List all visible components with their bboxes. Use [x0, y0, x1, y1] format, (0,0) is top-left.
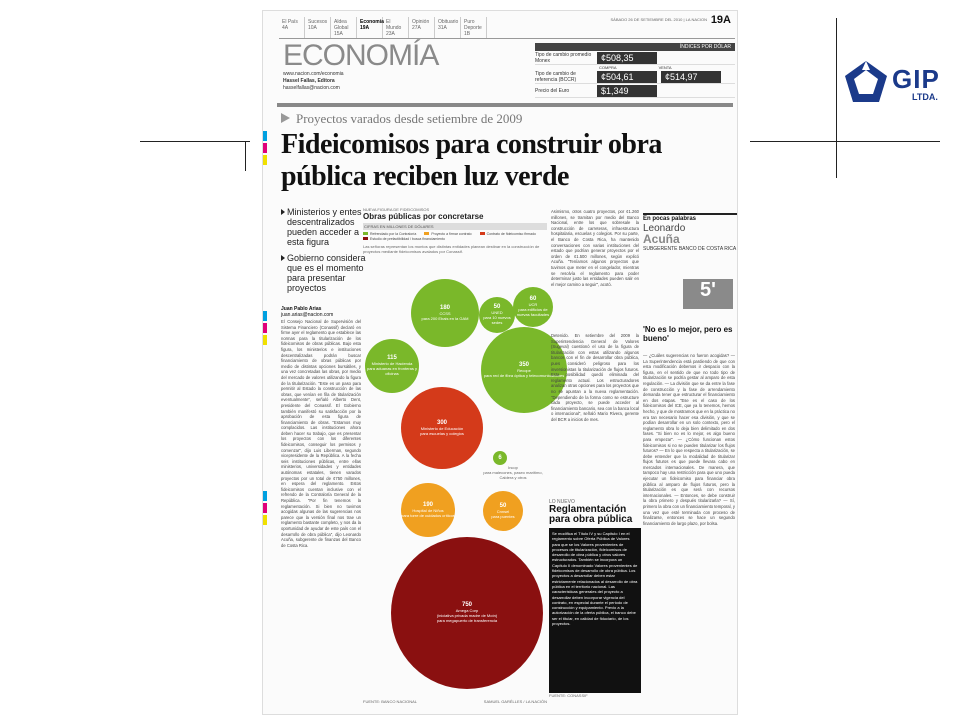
bubble-hospital: 190 Hospital de Niños para torre de cuidados críticos — [401, 483, 455, 537]
gip-logo-icon — [842, 58, 890, 106]
section-email: hasselfallas@nacion.com — [283, 85, 340, 91]
nuevo-source: FUENTE: CONASSIF — [549, 693, 588, 698]
bubble-incop: 6 — [493, 451, 507, 465]
nav-item-active: Economía 19A — [357, 17, 383, 38]
interview-body: — ¿Cuáles sugerencias no fueron acogidas? — La Superintendencia está pardiendo de que con esta modificación debemos ir despacio con la figura, en el sentido de que no todo tipo de titularización se podría gestar al amparo de esta regulación. — La división que se da entre la fase de construcción y la fase de arrendamiento demanda tener que estructurar el financiamiento en dos etapas. "Ese es el caso de los fideicomisos del ICE, que ya lo tenemos, hemos hecho, y que de mostramos que en la práctica no era tan necesario hacer esa división, y que se podían desarrollar en un solo contexto, pero el reglamento obra lo deja bien delimitado en dos fases. "Si bien no es lo mejor, es algo bueno para empezar". — ¿Cómo funcionan estos fideicomisos si no se pueden titularizar los flujos futuros? — En lo que respecta a titularización, se debe entender que la modalidad de titularizar flujos futuros es que puede llevara cabo en mercados internacionales. De manera, que tampoco hay una restricción para que uno pueda ejecutar un fideicomiso para financiar obra pública al amparo de flujos futuros, pero la titularización es que será con recursos internacionales. — Entonces, se debe construir la obra primero y después titularizarla? — Sí, primero la obra con un financiamiento temporal, y una vez que esté terminada con proceso de finalizarse, entonces se hace un segundo financiamiento de largo plazo, por bolsa. — [643, 353, 735, 526]
nav-item: El País 4A — [279, 17, 305, 38]
section-title: ECONOMÍA — [283, 39, 439, 72]
gip-logo — [842, 58, 944, 106]
registration-bar — [263, 155, 267, 165]
bubble-ccss: 180 CCSS para 200 Ebais en la GAM — [411, 279, 479, 347]
fx-row — [535, 70, 735, 84]
bubble-recope: 350 Recope para red de fibra óptica y telecomunicaciones — [481, 327, 567, 413]
interview-time: 5' — [683, 279, 733, 309]
section-editor: Hassel Fallas, Editora — [283, 78, 335, 84]
graphic-intro: Las señoras representan los montos que distintas entidades planean destinar en la construcción de proyectos mediante fideicomisos avalados por Conassif. — [363, 244, 540, 254]
bubble-hacienda: 115 Ministerio de Hacienda para aduanas en fronteras y oficinas — [365, 339, 419, 393]
bubble-amega: 750 Amega Corp (iniciativa privada madre de Moín) para megapuerto de transferencia — [391, 537, 543, 689]
fx-value: ¢508,35 — [597, 52, 657, 64]
legend-item: Estudio de prefactibilidad / busca financiamiento — [363, 237, 445, 241]
section-url: www.nacion.com/economia — [283, 71, 344, 77]
registration-bar — [263, 143, 267, 153]
kicker: Proyectos varados desde setiembre de 2009 — [281, 111, 522, 127]
graphic-kicker: NUEVA FIGURA DE FIDEICOMISOS — [363, 207, 430, 212]
interview-column — [643, 213, 738, 526]
bubble-ucr: 60 UCR para edificios de nuevas facultades — [513, 287, 553, 327]
author-email: juan.arias@nacion.com — [281, 312, 334, 318]
registration-bar — [263, 503, 267, 513]
nav-item: Opinión 27A — [409, 17, 435, 38]
bullet: Ministerios y entes descentralizados pueden acceder a esta figura — [281, 207, 371, 247]
registration-bar — [263, 515, 267, 525]
fx-header: ÍNDICES POR DÓLAR — [535, 43, 735, 51]
bullet: Gobierno considera que es el momento para presentar proyectos — [281, 253, 371, 293]
fx-row — [535, 51, 735, 65]
incop-label: Incop para malecones, paseo marítimo, Caldera y otros — [483, 465, 543, 480]
fx-row — [535, 84, 735, 98]
logo-name: GIP — [892, 64, 940, 94]
nav-item: El Mundo 23A — [383, 17, 409, 38]
fx-label: Tipo de cambio de referencia (BCCR) — [535, 70, 577, 83]
legend-item: Proyecto a firmar contrato — [424, 232, 471, 236]
crop-mark — [140, 141, 250, 142]
crop-mark — [245, 141, 246, 171]
crop-mark — [836, 18, 837, 178]
interview-box-title: En pocas palabras — [643, 213, 738, 222]
graphic-sub: CIFRAS EN MILLONES DE DÓLARES — [363, 223, 547, 230]
registration-bar — [263, 335, 267, 345]
nav-item: Puro Deporte 1B — [461, 17, 487, 38]
registration-bar — [263, 491, 267, 501]
registration-bar — [263, 131, 267, 141]
nuevo-body: Se modifica el Título IV y su Capítulo I en el reglamento sobre Oferta Pública de Valores para que se los Valores provenientes de procesos de titularización, fideicomisos de desarrollo de obra pública y otros valores estructurados. También se incorpora un Capítulo II denominado Valores provenientes de fideicomisos de desarrollo de obra pública. Los proyectos a desarrollar deben estar estrictamente relacionados al desarrollo de obra pública en el territorio nacional. Las características generales del proyecto a desarrollar deben incorporar vigencia del contrato, en especial durante el periodo de construcción y equipamiento. Previo a la autorización de la oferta pública, el banco debe ser el titular, en calidad de fiduciario, de los proyectos. — [549, 528, 641, 693]
nuevo-title: Reglamentación para obra pública — [549, 504, 633, 525]
legend-item: Contrato de fideicomiso firmado — [480, 232, 536, 236]
logo-sub: LTDA. — [912, 92, 938, 102]
fx-compra: COMPRA — [599, 65, 617, 70]
fx-label: Precio del Euro — [535, 87, 570, 94]
headline: Fideicomisos para construir obra pública reciben luz verde — [281, 129, 662, 192]
body-mid-2: Detenido. En setiembre del 2009 la Superintendencia General de Valores (Sugeval) cuestionó el uso de la figura de titularización con estas utilizando algunos bancos con el fin de desarrollar obra pública, pues consideró peligroso para los inversionistas la titularización de flujos futuros. Esta posibilidad quedó eliminada del reglamento actual. Los estructuradores analizan otras opciones para los proyectos que no se apuntan a la nueva reglamentación. "Dependiendo de la forma como se estructure cada proyecto, se puede acceder al financiamiento bancario, sea con la banca local o internacional", señaló Mario Rivera, gerente del BCR a inicios de mes. — [551, 333, 639, 422]
crop-mark — [750, 141, 940, 142]
bubble-uned: 50 UNED para 10 nuevos sedes — [479, 297, 515, 333]
page-number: 19A — [710, 14, 731, 26]
exchange-rate-box — [535, 43, 735, 98]
bubble-cnnsel: 50 Cnnsel para puentes — [483, 491, 523, 531]
graphic-legend — [363, 232, 547, 241]
bubble-mep: 300 Ministerio de Educación para escuelas y colegios — [401, 387, 483, 469]
newspaper-page — [262, 10, 738, 715]
dateline: SÁBADO 26 DE SETIEMBRE DEL 2010 | LA NACION — [610, 17, 707, 22]
lo-nuevo-box — [549, 499, 641, 698]
nuevo-tag: LO NUEVO — [549, 499, 575, 505]
summary-bullets — [281, 207, 371, 299]
fx-value: ¢514,97 — [661, 71, 721, 83]
body-mid: Asimismo, otros cuatro proyectos, por ¢1.260 millones, se tramitan por medio del Banco Nacional, entre los que sobresale la construcción de carreteras, infraestructura hospitalaria, escuelas y colegios. Por su parte, el Banco de Costa Rica, ha mantenido conversaciones con varias instituciones del estado que podrían generar proyectos por el orden de ¢1.500 millones, según explicó Acuña. "Teníamos algunos proyectos que tuvimos que meter en el congelador, mientras se resolvía el reglamento para poder determinar justo las entidades pueden salir en el mejor camino a seguir", acotó. — [551, 209, 639, 287]
author-name: Juan Pablo Arias — [281, 306, 322, 312]
fx-label: Tipo de cambio promedio Monex — [535, 51, 592, 64]
fx-value: ¢504,61 — [597, 71, 657, 83]
nav-item: Sucesos 10A — [305, 17, 331, 38]
nav-item: Obituario 31A — [435, 17, 461, 38]
registration-bar — [263, 311, 267, 321]
legend-item: Refrendado por la Contraloría — [363, 232, 416, 236]
section-info — [283, 71, 344, 92]
fx-value: $1,349 — [597, 85, 657, 97]
registration-bar — [263, 323, 267, 333]
interview-quote: 'No es lo mejor, pero es bueno' — [643, 325, 733, 343]
byline — [281, 306, 333, 318]
graphic-source: FUENTE: BANCO NACIONAL SAMUEL GARÉLLES / LA NACIÓN — [363, 699, 547, 704]
interview-role: SUBGERENTE BANCO DE COSTA RICA — [643, 246, 737, 252]
graphic-title: Obras públicas por concretarse — [363, 212, 484, 221]
divider — [277, 103, 733, 107]
nav-item: Aldea Global 15A — [331, 17, 357, 38]
interview-name: Leonardo Acuña — [643, 223, 686, 246]
body-left: El Consejo Nacional de Supervisión del Sistema Financiero (Conassif) declaró en firme ayer el reglamento que establece las normas para la titularización de los fideicomisos de obras públicas. Bajo esta figura, los ministerios e instituciones descentralizadas podrán buscar financiamiento de obras públicas por medio de distintas opciones bursátiles, y una vez concretadas las obras, por medio del mercado de valores utilizando la figura de la titularización. "Este es un paso para permitir al Estado la construcción de las obras, que venían en fila de titularización eventualmente", señaló Alberto Dent, presidente del Conassif. El Gobierno también manifestó su satisfacción por la aprobación de esta figura de financiamiento de obras. "Estamos muy complacidos. Las instituciones ahora deben hacer su trabajo, que es presentar los proyectos con los diferentes fideicomisos, conseguir los permisos y comenzar", dijo Luis Liberman, segundo vicepresidente de la República. A la fecha seis instituciones públicas, entre ellas ministerios, universidades y entidades autónomas estatales, tienen varados proyectos por un total de ¢750 millones, en espera del reglamento. Estos fideicomisos cuentan inclusive con el refrendo de la Contraloría General de la República. "Por fin tenemos la reglamentación. Si bien no tuvimos acogidas algunas de las sugerencias nos parece que la versión final nos trae un reglamento bastante completo, y nos da la oportunidad de ayudar de este país con el desarrollo de obra pública", dijo Leonardo Acuña, subgerente de finanzas del Banco de Costa Rica. — [281, 319, 361, 548]
fx-venta: VENTA — [658, 65, 672, 70]
